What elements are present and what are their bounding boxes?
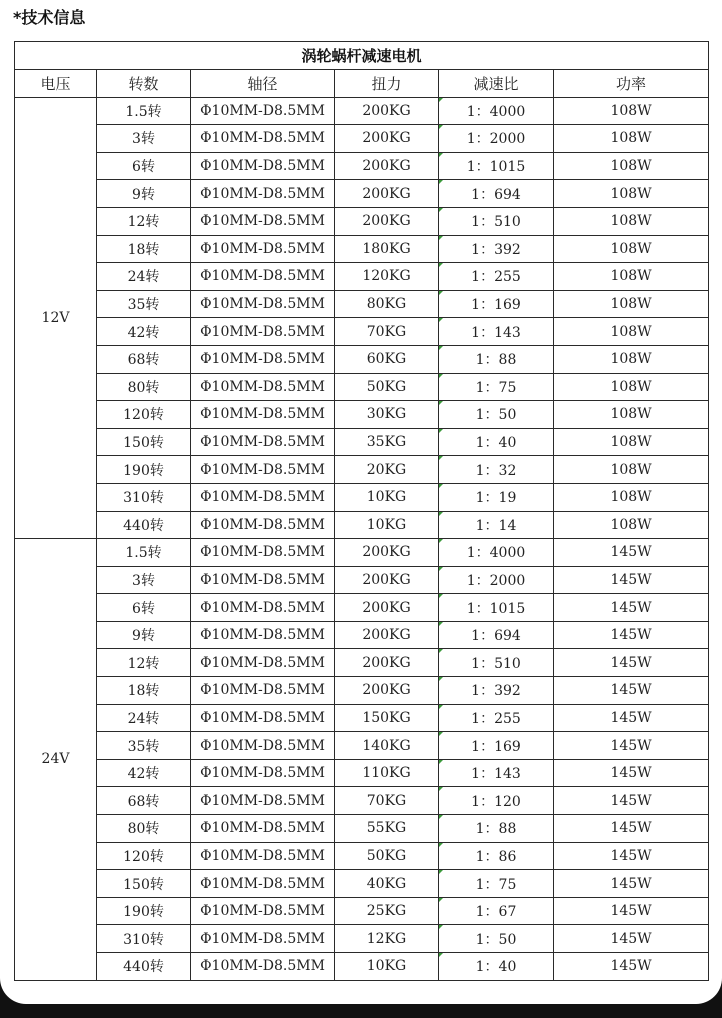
shaft-cell: Φ10MM-D8.5MM <box>191 704 335 732</box>
power-cell: 108W <box>554 456 709 484</box>
torque-cell: 25KG <box>335 897 439 925</box>
torque-cell: 200KG <box>335 594 439 622</box>
header-speed: 转数 <box>97 70 191 98</box>
ratio-cell: 1：75 <box>439 373 554 401</box>
speed-cell: 120转 <box>97 842 191 870</box>
power-cell: 145W <box>554 815 709 843</box>
power-cell: 145W <box>554 704 709 732</box>
ratio-cell: 1：86 <box>439 842 554 870</box>
ratio-cell: 1：4000 <box>439 539 554 567</box>
shaft-cell: Φ10MM-D8.5MM <box>191 373 335 401</box>
voltage-cell: 24V <box>15 539 97 981</box>
speed-cell: 35转 <box>97 290 191 318</box>
table-row <box>15 483 709 511</box>
table-row <box>15 318 709 346</box>
speed-cell: 24转 <box>97 704 191 732</box>
torque-cell: 200KG <box>335 566 439 594</box>
torque-cell: 70KG <box>335 787 439 815</box>
speed-cell: 42转 <box>97 759 191 787</box>
speed-cell: 440转 <box>97 511 191 539</box>
shaft-cell: Φ10MM-D8.5MM <box>191 897 335 925</box>
shaft-cell: Φ10MM-D8.5MM <box>191 180 335 208</box>
speed-cell: 68转 <box>97 787 191 815</box>
speed-cell: 80转 <box>97 373 191 401</box>
torque-cell: 200KG <box>335 152 439 180</box>
table-row <box>15 953 709 981</box>
power-cell: 145W <box>554 759 709 787</box>
torque-cell: 200KG <box>335 125 439 153</box>
power-cell: 108W <box>554 97 709 125</box>
speed-cell: 12转 <box>97 207 191 235</box>
power-cell: 108W <box>554 207 709 235</box>
shaft-cell: Φ10MM-D8.5MM <box>191 428 335 456</box>
torque-cell: 200KG <box>335 677 439 705</box>
shaft-cell: Φ10MM-D8.5MM <box>191 621 335 649</box>
power-cell: 145W <box>554 539 709 567</box>
torque-cell: 200KG <box>335 539 439 567</box>
table-title: 涡轮蜗杆减速电机 <box>15 42 709 70</box>
ratio-cell: 1：32 <box>439 456 554 484</box>
speed-cell: 150转 <box>97 870 191 898</box>
speed-cell: 6转 <box>97 594 191 622</box>
shaft-cell: Φ10MM-D8.5MM <box>191 759 335 787</box>
torque-cell: 12KG <box>335 925 439 953</box>
shaft-cell: Φ10MM-D8.5MM <box>191 539 335 567</box>
shaft-cell: Φ10MM-D8.5MM <box>191 207 335 235</box>
header-torque: 扭力 <box>335 70 439 98</box>
torque-cell: 30KG <box>335 401 439 429</box>
speed-cell: 24转 <box>97 263 191 291</box>
torque-cell: 50KG <box>335 373 439 401</box>
power-cell: 108W <box>554 483 709 511</box>
speed-cell: 120转 <box>97 401 191 429</box>
table-row <box>15 787 709 815</box>
ratio-cell: 1：1015 <box>439 594 554 622</box>
power-cell: 108W <box>554 180 709 208</box>
ratio-cell: 1：14 <box>439 511 554 539</box>
torque-cell: 10KG <box>335 511 439 539</box>
ratio-cell: 1：510 <box>439 207 554 235</box>
ratio-cell: 1：75 <box>439 870 554 898</box>
header-shaft: 轴径 <box>191 70 335 98</box>
ratio-cell: 1：694 <box>439 621 554 649</box>
speed-cell: 190转 <box>97 456 191 484</box>
power-cell: 145W <box>554 649 709 677</box>
shaft-cell: Φ10MM-D8.5MM <box>191 815 335 843</box>
speed-cell: 440转 <box>97 953 191 981</box>
speed-cell: 18转 <box>97 235 191 263</box>
table-row <box>15 180 709 208</box>
header-ratio: 减速比 <box>439 70 554 98</box>
shaft-cell: Φ10MM-D8.5MM <box>191 594 335 622</box>
speed-cell: 6转 <box>97 152 191 180</box>
shaft-cell: Φ10MM-D8.5MM <box>191 97 335 125</box>
speed-cell: 3转 <box>97 566 191 594</box>
power-cell: 108W <box>554 125 709 153</box>
torque-cell: 40KG <box>335 870 439 898</box>
power-cell: 145W <box>554 897 709 925</box>
table-row <box>15 566 709 594</box>
torque-cell: 200KG <box>335 649 439 677</box>
shaft-cell: Φ10MM-D8.5MM <box>191 152 335 180</box>
table-row <box>15 897 709 925</box>
ratio-cell: 1：510 <box>439 649 554 677</box>
ratio-cell: 1：143 <box>439 318 554 346</box>
power-cell: 108W <box>554 152 709 180</box>
table-row <box>15 456 709 484</box>
table-row <box>15 677 709 705</box>
ratio-cell: 1：50 <box>439 925 554 953</box>
power-cell: 145W <box>554 732 709 760</box>
power-cell: 145W <box>554 953 709 981</box>
table-row <box>15 428 709 456</box>
table-row <box>15 152 709 180</box>
table-row <box>15 263 709 291</box>
shaft-cell: Φ10MM-D8.5MM <box>191 125 335 153</box>
ratio-cell: 1：255 <box>439 263 554 291</box>
torque-cell: 110KG <box>335 759 439 787</box>
power-cell: 108W <box>554 263 709 291</box>
table-row <box>15 345 709 373</box>
power-cell: 108W <box>554 290 709 318</box>
power-cell: 145W <box>554 842 709 870</box>
power-cell: 145W <box>554 787 709 815</box>
power-cell: 108W <box>554 345 709 373</box>
power-cell: 108W <box>554 428 709 456</box>
power-cell: 108W <box>554 401 709 429</box>
ratio-cell: 1：392 <box>439 235 554 263</box>
table-row <box>15 925 709 953</box>
ratio-cell: 1：1015 <box>439 152 554 180</box>
voltage-cell: 12V <box>15 97 97 539</box>
torque-cell: 200KG <box>335 180 439 208</box>
shaft-cell: Φ10MM-D8.5MM <box>191 566 335 594</box>
power-cell: 108W <box>554 318 709 346</box>
shaft-cell: Φ10MM-D8.5MM <box>191 318 335 346</box>
ratio-cell: 1：40 <box>439 953 554 981</box>
torque-cell: 120KG <box>335 263 439 291</box>
table-row <box>15 539 709 567</box>
torque-cell: 70KG <box>335 318 439 346</box>
table-row <box>15 511 709 539</box>
power-cell: 145W <box>554 621 709 649</box>
power-cell: 145W <box>554 677 709 705</box>
speed-cell: 9转 <box>97 180 191 208</box>
shaft-cell: Φ10MM-D8.5MM <box>191 732 335 760</box>
ratio-cell: 1：169 <box>439 290 554 318</box>
torque-cell: 150KG <box>335 704 439 732</box>
speed-cell: 42转 <box>97 318 191 346</box>
table-row <box>15 815 709 843</box>
torque-cell: 180KG <box>335 235 439 263</box>
ratio-cell: 1：392 <box>439 677 554 705</box>
speed-cell: 12转 <box>97 649 191 677</box>
torque-cell: 200KG <box>335 97 439 125</box>
shaft-cell: Φ10MM-D8.5MM <box>191 511 335 539</box>
header-voltage: 电压 <box>15 70 97 98</box>
section-title: *技术信息 <box>13 8 86 27</box>
ratio-cell: 1：4000 <box>439 97 554 125</box>
table-row <box>15 842 709 870</box>
ratio-cell: 1：143 <box>439 759 554 787</box>
spec-table <box>14 41 709 981</box>
table-row <box>15 401 709 429</box>
shaft-cell: Φ10MM-D8.5MM <box>191 345 335 373</box>
shaft-cell: Φ10MM-D8.5MM <box>191 677 335 705</box>
ratio-cell: 1：169 <box>439 732 554 760</box>
ratio-cell: 1：88 <box>439 815 554 843</box>
speed-cell: 1.5转 <box>97 97 191 125</box>
shaft-cell: Φ10MM-D8.5MM <box>191 456 335 484</box>
speed-cell: 150转 <box>97 428 191 456</box>
ratio-cell: 1：2000 <box>439 125 554 153</box>
ratio-cell: 1：255 <box>439 704 554 732</box>
table-row <box>15 373 709 401</box>
table-row <box>15 704 709 732</box>
ratio-cell: 1：67 <box>439 897 554 925</box>
speed-cell: 310转 <box>97 483 191 511</box>
table-row <box>15 870 709 898</box>
table-row <box>15 732 709 760</box>
torque-cell: 55KG <box>335 815 439 843</box>
ratio-cell: 1：19 <box>439 483 554 511</box>
speed-cell: 3转 <box>97 125 191 153</box>
speed-cell: 68转 <box>97 345 191 373</box>
shaft-cell: Φ10MM-D8.5MM <box>191 870 335 898</box>
header-power: 功率 <box>554 70 709 98</box>
spec-table-body <box>15 97 709 980</box>
table-row <box>15 649 709 677</box>
speed-cell: 80转 <box>97 815 191 843</box>
power-cell: 145W <box>554 925 709 953</box>
table-row <box>15 235 709 263</box>
ratio-cell: 1：2000 <box>439 566 554 594</box>
power-cell: 145W <box>554 870 709 898</box>
shaft-cell: Φ10MM-D8.5MM <box>191 925 335 953</box>
shaft-cell: Φ10MM-D8.5MM <box>191 953 335 981</box>
power-cell: 145W <box>554 594 709 622</box>
torque-cell: 50KG <box>335 842 439 870</box>
table-row <box>15 290 709 318</box>
ratio-cell: 1：120 <box>439 787 554 815</box>
speed-cell: 310转 <box>97 925 191 953</box>
power-cell: 108W <box>554 511 709 539</box>
torque-cell: 20KG <box>335 456 439 484</box>
torque-cell: 140KG <box>335 732 439 760</box>
ratio-cell: 1：50 <box>439 401 554 429</box>
speed-cell: 18转 <box>97 677 191 705</box>
shaft-cell: Φ10MM-D8.5MM <box>191 235 335 263</box>
table-row <box>15 759 709 787</box>
table-row <box>15 97 709 125</box>
torque-cell: 35KG <box>335 428 439 456</box>
table-row <box>15 621 709 649</box>
power-cell: 108W <box>554 373 709 401</box>
table-row <box>15 594 709 622</box>
shaft-cell: Φ10MM-D8.5MM <box>191 290 335 318</box>
shaft-cell: Φ10MM-D8.5MM <box>191 263 335 291</box>
shaft-cell: Φ10MM-D8.5MM <box>191 401 335 429</box>
shaft-cell: Φ10MM-D8.5MM <box>191 787 335 815</box>
ratio-cell: 1：88 <box>439 345 554 373</box>
shaft-cell: Φ10MM-D8.5MM <box>191 649 335 677</box>
torque-cell: 200KG <box>335 207 439 235</box>
power-cell: 145W <box>554 566 709 594</box>
ratio-cell: 1：40 <box>439 428 554 456</box>
ratio-cell: 1：694 <box>439 180 554 208</box>
speed-cell: 9转 <box>97 621 191 649</box>
table-row <box>15 125 709 153</box>
torque-cell: 80KG <box>335 290 439 318</box>
torque-cell: 200KG <box>335 621 439 649</box>
speed-cell: 1.5转 <box>97 539 191 567</box>
shaft-cell: Φ10MM-D8.5MM <box>191 842 335 870</box>
power-cell: 108W <box>554 235 709 263</box>
speed-cell: 35转 <box>97 732 191 760</box>
torque-cell: 60KG <box>335 345 439 373</box>
torque-cell: 10KG <box>335 953 439 981</box>
shaft-cell: Φ10MM-D8.5MM <box>191 483 335 511</box>
speed-cell: 190转 <box>97 897 191 925</box>
table-row <box>15 207 709 235</box>
torque-cell: 10KG <box>335 483 439 511</box>
